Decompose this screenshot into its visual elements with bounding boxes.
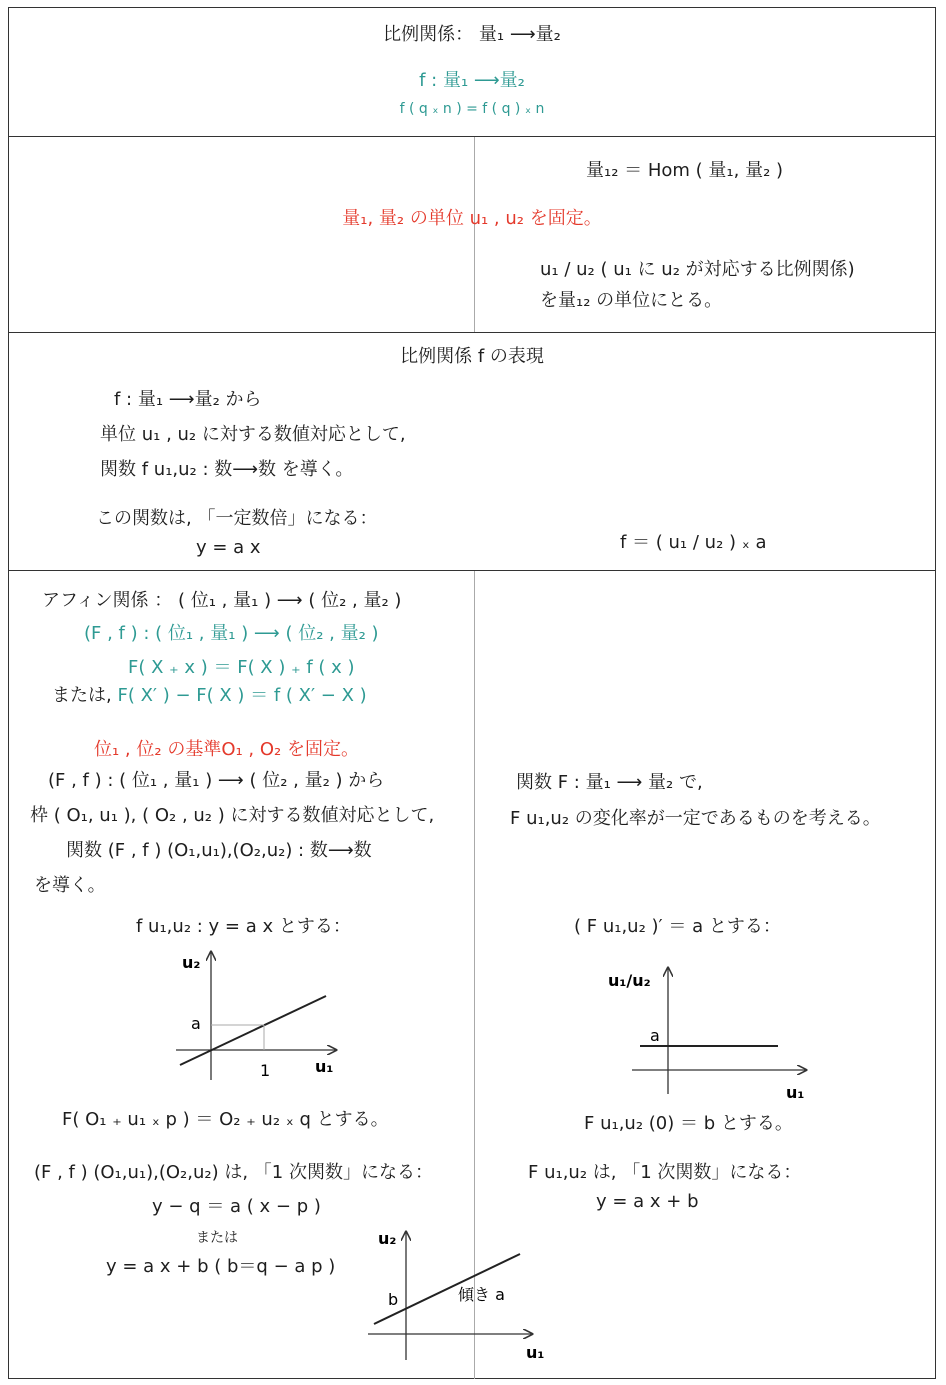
section4-line3: 関数 (F , f ) (O₁,u₁),(O₂,u₂) : 数⟶数 — [66, 840, 372, 861]
graph-constant-rate — [600, 962, 820, 1112]
column-divider-2 — [474, 137, 475, 332]
affine-or-label: または, — [52, 685, 112, 706]
section3-heading: 比例関係 f の表現 — [400, 346, 544, 367]
section4-line4: を導く。 — [34, 875, 106, 896]
section1-title: 比例関係： 量₁ ⟶量₂ — [383, 24, 561, 45]
fix-units-statement: 量₁, 量₂ の単位 u₁ , u₂ を固定。 — [342, 208, 602, 229]
section3-right-formula: f ＝ ( u₁ / u₂ ) ₓ a — [620, 532, 767, 553]
section1-law: f ( q ₓ n ) = f ( q ) ₓ n — [399, 101, 545, 117]
divider-1 — [8, 136, 936, 137]
right-line4: F u₁,u₂ (0) ＝ b とする。 — [584, 1113, 793, 1134]
affine-equation-2: F( X′ ) − F( X ) ＝ f ( X′ − X ) — [117, 685, 367, 706]
unit-definition-2: を量₁₂ の単位にとる。 — [540, 290, 723, 311]
section4-line1: (F , f ) : ( 位₁ , 量₁ ) ⟶ ( 位₂ , 量₂ ) から — [48, 770, 385, 791]
graph2-y-label: u₁/u₂ — [608, 971, 651, 990]
section3-line5: y = a x — [196, 537, 261, 558]
section3-line3: 関数 f u₁,u₂ : 数⟶数 を導く。 — [100, 459, 354, 480]
unit-definition-1: u₁ / u₂ ( u₁ に u₂ が対応する比例関係) — [540, 259, 855, 280]
affine-relation: アフィン関係 ： ( 位₁ , 量₁ ) ⟶ ( 位₂ , 量₂ ) — [42, 590, 402, 611]
proportional-line — [180, 996, 326, 1065]
right-line1: 関数 F : 量₁ ⟶ 量₂ で, — [516, 772, 703, 793]
graph2-a-label: a — [650, 1026, 660, 1045]
graph3-b-label: b — [388, 1290, 399, 1309]
or-label: または — [196, 1230, 238, 1246]
f-function-statement: f u₁,u₂ : y = a x とする： — [136, 916, 351, 937]
graph1-y-label: u₂ — [182, 953, 201, 972]
graph-linear — [360, 1222, 560, 1362]
right-line5: F u₁,u₂ は, 「1 次関数」になる： — [528, 1162, 802, 1183]
divider-3 — [8, 570, 936, 571]
graph1-x-label: u₁ — [315, 1057, 334, 1076]
section4-line2: 枠 ( O₁, u₁ ), ( O₂ , u₂ ) に対する数値対応として, — [30, 805, 435, 826]
graph3-y-label: u₂ — [378, 1229, 397, 1248]
right-line3: ( F u₁,u₂ )′ ＝ a とする： — [574, 916, 781, 937]
fix-origins-statement: 位₁ , 位₂ の基準O₁ , O₂ を固定。 — [94, 739, 359, 760]
graph-proportional — [170, 948, 350, 1083]
section1-map: f : 量₁ ⟶量₂ — [419, 70, 525, 91]
right-line2: F u₁,u₂ の変化率が一定であるものを考える。 — [510, 808, 881, 829]
graph3-x-label: u₁ — [526, 1343, 545, 1362]
section3-line2: 単位 u₁ , u₂ に対する数値対応として, — [100, 424, 406, 445]
graph3-slope-label: 傾き a — [458, 1285, 505, 1304]
section3-line1: f : 量₁ ⟶量₂ から — [114, 389, 262, 410]
graph2-x-label: u₁ — [786, 1083, 805, 1102]
graph1-a-label: a — [191, 1014, 201, 1033]
equation-b: y = a x + b ( b＝q − a p ) — [106, 1256, 336, 1277]
equation-a: y − q ＝ a ( x − p ) — [152, 1196, 321, 1217]
section3-line4: この関数は, 「一定数倍」になる： — [96, 508, 378, 529]
condition-statement: F( O₁ ₊ u₁ ₓ p ) ＝ O₂ ₊ u₂ ₓ q とする。 — [62, 1109, 389, 1130]
linear-result: (F , f ) (O₁,u₁),(O₂,u₂) は, 「1 次関数」になる： — [34, 1162, 433, 1183]
affine-pair: (F , f ) : ( 位₁ , 量₁ ) ⟶ ( 位₂ , 量₂ ) — [84, 623, 379, 644]
affine-equation-1: F( X ₊ x ) ＝ F( X ) ₊ f ( x ) — [128, 657, 355, 678]
hom-definition: 量₁₂ ＝ Hom ( 量₁, 量₂ ) — [586, 160, 784, 181]
graph1-one-label: 1 — [260, 1061, 271, 1080]
right-line6: y = a x + b — [596, 1191, 699, 1212]
divider-2 — [8, 332, 936, 333]
